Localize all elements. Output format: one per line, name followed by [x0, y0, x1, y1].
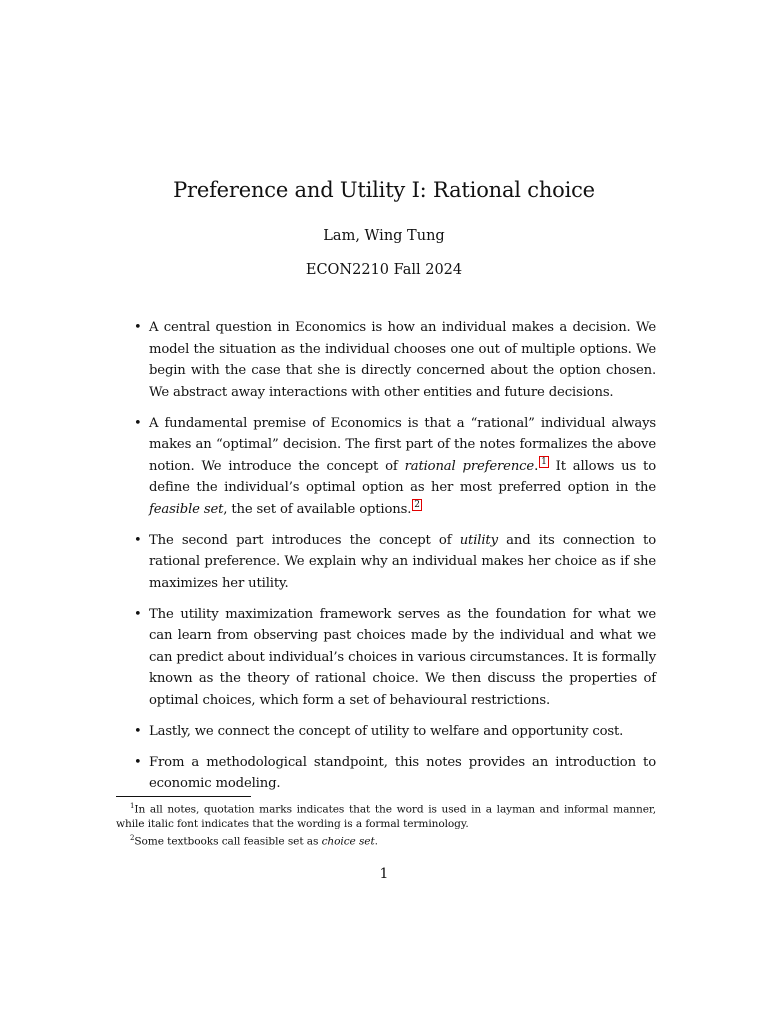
bullet-icon: • [134, 754, 142, 770]
bullet-text: A fundamental premise of Economics is that a “rational” individual always makes an “optimal” decision. The first part of the notes formalizes the above notion. We introduce the concept of [149, 415, 656, 474]
bullet-icon: • [134, 606, 142, 622]
bullet-text: and its connection to rational preference. We explain why an individual makes her choice as if she maximizes her utility. [149, 532, 656, 591]
list-item [116, 317, 656, 403]
course-line: ECON2210 Fall 2024 [305, 262, 463, 278]
bullet-icon: • [134, 723, 142, 739]
term-rational-preference: rational preference [404, 458, 535, 474]
footnote-link-1[interactable]: 1 [541, 457, 547, 468]
bullet-text: From a methodological standpoint, this notes provides an introduction to economic modeling. [149, 754, 656, 791]
bullet-text: , the set of available options. [223, 501, 412, 517]
bullet-text: Lastly, we connect the concept of utility to welfare and opportunity cost. [149, 723, 624, 739]
term-utility: utility [459, 532, 498, 548]
list-item [116, 752, 656, 795]
bullet-list [116, 317, 656, 804]
author-name: Lam, Wing Tung [323, 228, 445, 244]
footnote-link-2[interactable]: 2 [414, 500, 420, 511]
page-title: Preference and Utility I: Rational choice [173, 178, 595, 202]
footnote-2: $^2$Some textbooks call feasible set as choice set. [130, 833, 378, 848]
bullet-text: A central question in Economics is how an individual makes a decision. We model the situation as the individual chooses one out of multiple options. We begin with the case that she is directly concerned about the option chosen. We abstract away interactions with other entities and future decisions. [149, 320, 656, 400]
term-feasible-set: feasible set [149, 501, 224, 517]
bullet-icon: • [134, 532, 142, 548]
bullet-icon: • [134, 320, 142, 335]
list-item [116, 604, 656, 712]
list-item [116, 721, 656, 743]
footnote-1: $^1$In all notes, quotation marks indicates that the word is used in a layman and informal manner, while italic font indicates that the wording is a formal terminology. [116, 802, 656, 830]
bullet-text: The utility maximization framework serves as the foundation for what we can learn from observing past choices made by the individual and what we can predict about individual’s choices in various circumstances. It is formally known as the theory of rational choice. We then discuss the properties of optimal choices, which form a set of behavioural restrictions. [149, 606, 656, 708]
footnote-divider [116, 796, 251, 797]
list-item [116, 530, 656, 595]
bullet-icon: • [134, 415, 142, 431]
bullet-text: It allows us to define the individual’s optimal option as her most preferred option in the [149, 458, 656, 495]
list-item: • A fundamental premise of Economics is that a “rational” individual always makes an “optimal” decision. The first part of the notes formalizes the above notion. We introduce the concept of rational preference. $^1$ It allows us to define the individual’s optimal option as her most preferred option in the feasible set, the set of available options. $^2$ [116, 413, 656, 521]
page-number: 1 [379, 866, 389, 882]
footnotes [116, 799, 656, 848]
bullet-text: The second part introduces the concept of [149, 532, 460, 548]
